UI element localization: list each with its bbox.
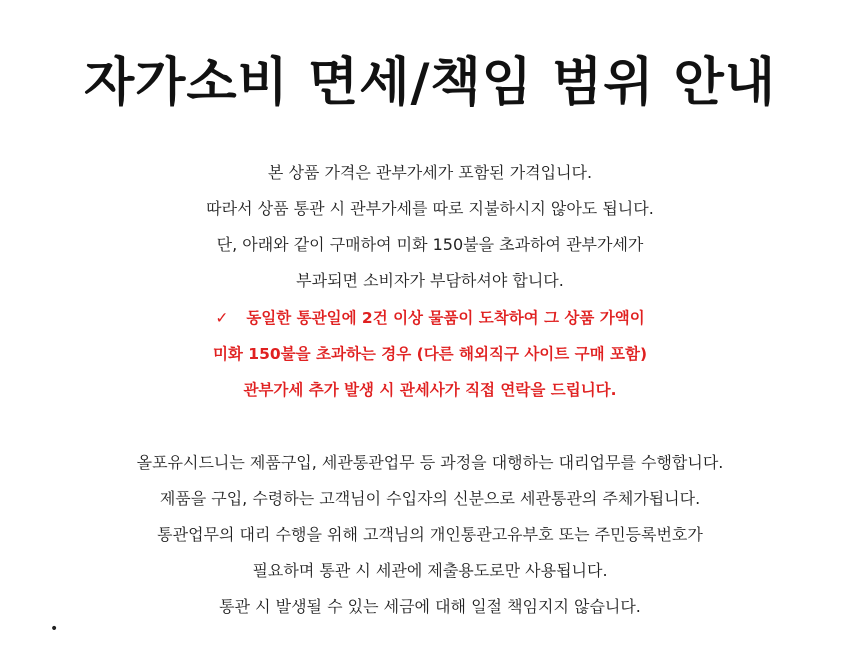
agency-paragraph: [0, 445, 860, 625]
intro-line: 단, 아래와 같이 구매하여 미화 150불을 초과하여 관부가세가: [216, 235, 644, 254]
notice-line: 미화 150불을 초과하는 경우 (다른 해외직구 사이트 구매 포함): [212, 345, 648, 363]
page-title: 자가소비 면세/책임 범위 안내: [83, 53, 777, 113]
agency-line: 올포유시드니는 제품구입, 세관통관업무 등 과정을 대행하는 대리업무를 수행합니다.: [136, 453, 724, 472]
intro-line: 본 상품 가격은 관부가세가 포함된 가격입니다.: [267, 163, 593, 182]
check-icon: ✓: [215, 309, 229, 327]
red-notice-block: [0, 300, 860, 408]
agency-line: 통관업무의 대리 수행을 위해 고객님의 개인통관고유부호 또는 주민등록번호가: [157, 525, 703, 544]
intro-paragraph: [0, 155, 860, 299]
agency-line: 필요하며 통관 시 세관에 제출용도로만 사용됩니다.: [252, 561, 608, 580]
intro-line: 따라서 상품 통관 시 관부가세를 따로 지불하시지 않아도 됩니다.: [206, 199, 654, 218]
agency-line: 통관 시 발생될 수 있는 세금에 대해 일절 책임지지 않습니다.: [219, 597, 641, 616]
agency-line: 제품을 구입, 수령하는 고객님이 수입자의 신분으로 세관통관의 주체가됩니다.: [159, 489, 701, 508]
notice-line: 관부가세 추가 발생 시 관세사가 직접 연락을 드립니다.: [243, 381, 617, 399]
notice-line-text: 동일한 통관일에 2건 이상 물품이 도착하여 그 상품 가액이: [246, 309, 645, 327]
bullet-point: •: [50, 621, 59, 637]
notice-line: [0, 300, 860, 336]
intro-line: 부과되면 소비자가 부담하셔야 합니다.: [296, 271, 564, 290]
